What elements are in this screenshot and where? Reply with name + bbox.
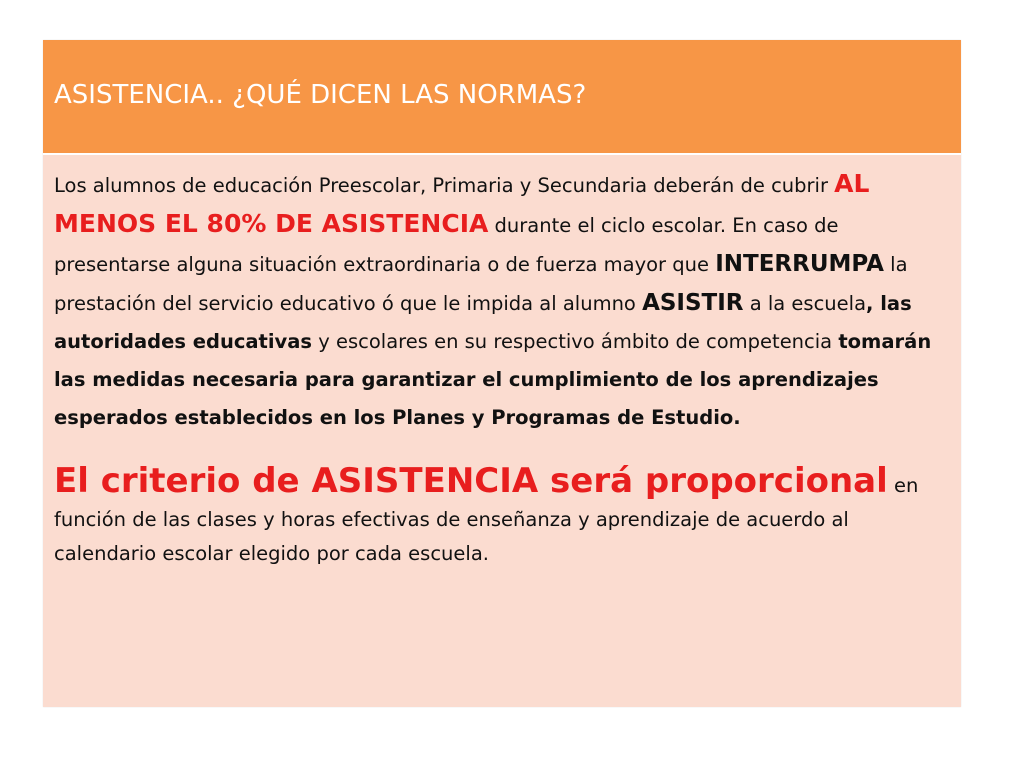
bold-measures: tomarán las medidas necesaria para garantizar el cumplimiento de los aprendizajes esperados establecidos en los Planes y Programas de Estudio.: [54, 330, 932, 429]
bold-authorities: , las autoridades educativas: [54, 292, 912, 353]
slide-title: ASISTENCIA.. ¿QUÉ DICEN LAS NORMAS?: [54, 80, 587, 110]
table-body: [43, 155, 961, 707]
text-segment: y escolares en su respectivo ámbito de competencia: [312, 330, 839, 353]
emphasis-proportional-criterion: El criterio de ASISTENCIA será proporcional: [54, 461, 888, 501]
content-table: [43, 40, 961, 707]
text-segment: a la escuela: [743, 292, 867, 315]
paragraph-attendance-rule: [54, 165, 947, 437]
text-segment: la prestación del servicio educativo ó que le impida al alumno: [54, 253, 908, 315]
text-segment: en función de las clases y horas efectivas de enseñanza y aprendizaje de acuerdo al calendario escolar elegido por cada escuela.: [54, 474, 919, 565]
emphasis-asistir: ASISTIR: [642, 290, 744, 316]
text-segment: durante el ciclo escolar. En caso de presentarse alguna situación extraordinaria o de fuerza mayor que: [54, 214, 839, 276]
emphasis-minimum-attendance: AL MENOS EL 80% DE ASISTENCIA: [54, 169, 870, 238]
paragraph-proportional-criterion: [54, 461, 947, 571]
emphasis-interrumpa: INTERRUMPA: [715, 251, 884, 277]
text-segment: Los alumnos de educación Preescolar, Primaria y Secundaria deberán de cubrir: [54, 174, 835, 197]
table-header: [43, 40, 961, 155]
